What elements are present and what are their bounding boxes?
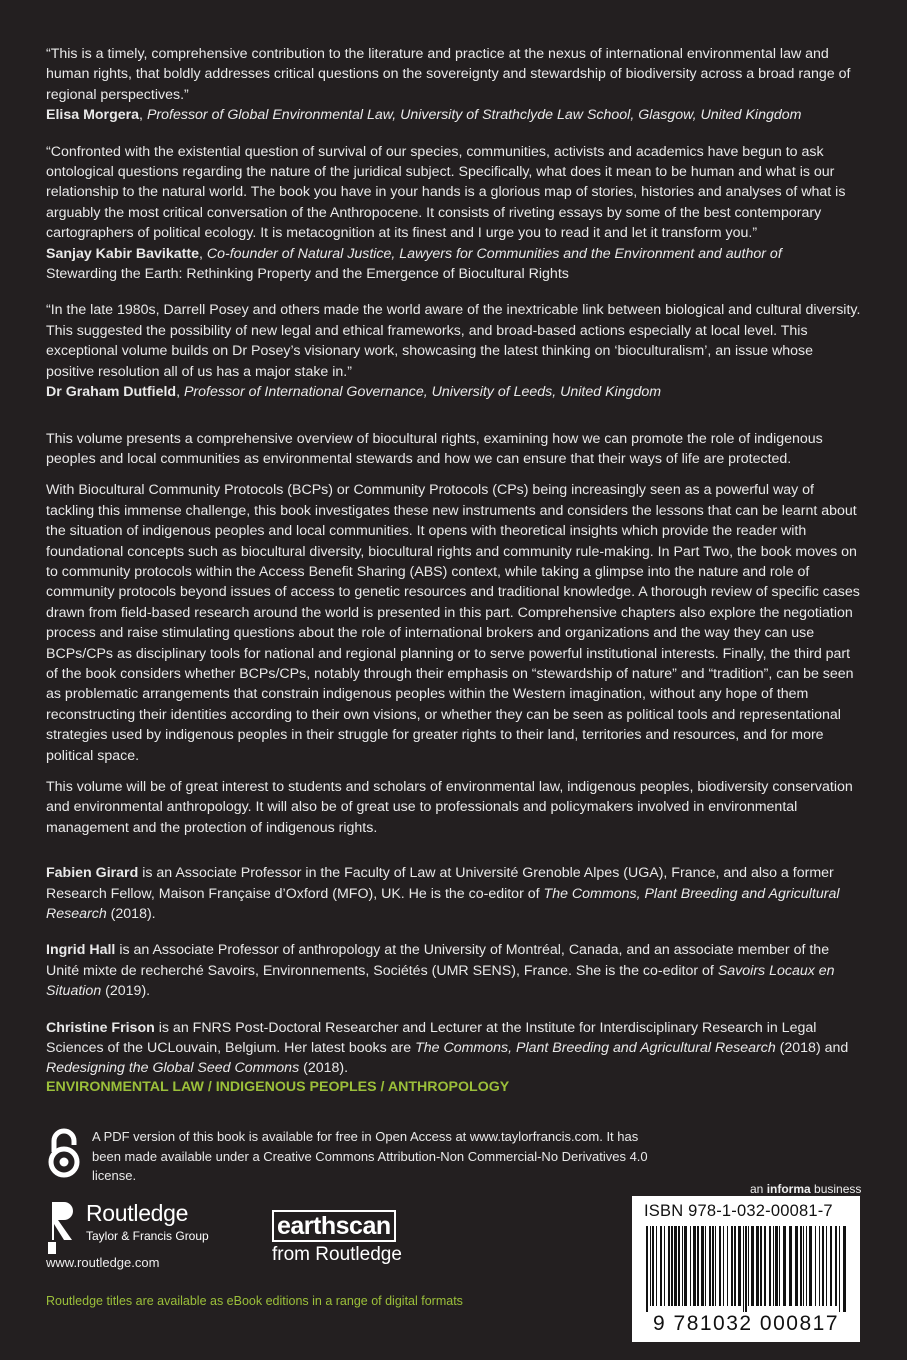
barcode-bar [756, 1226, 759, 1306]
endorsement-quote: “In the late 1980s, Darrell Posey and others made the world aware of the inextricable link between biological and cultural diversity. This suggested the possibility of new legal and ethical frameworks, and broad-based actions especially at local level. This exceptional volume builds on Dr Posey’s visionary work, showcasing the latest thinking on ‘bioculturalism’, an issue whose positive resolution all of us has a major stake in.” Dr Graham Dutfield, Professor of International Governance, University of Leeds, United Kingdom [46, 302, 861, 401]
barcode-bar [697, 1226, 699, 1306]
routledge-logo [46, 1200, 209, 1254]
endorser-role: Professor of Global Environmental Law, University of Strathclyde Law School, Glasgow, United Kingdom [146, 107, 802, 124]
barcode-bar [668, 1226, 670, 1306]
author-bio: Fabien Girard is an Associate Professor in the Faculty of Law at Université Grenoble Alpes (UGA), France, and also a former Research Fellow, Maison Française d’Oxford (MFO), UK. He is the co-editor of The Commons, Plant Breeding and Agricultural Research (2018). [46, 865, 840, 923]
barcode-bar [795, 1226, 798, 1306]
barcode-bar [671, 1226, 673, 1306]
barcode-bar [809, 1226, 812, 1306]
author-bio: Christine Frison is an FNRS Post-Doctoral Researcher and Lecturer at the Institute for Interdisciplinary Research in Legal Sciences of the UCLouvain, Belgium. Her latest books are The Commons, Plant Breeding and Agricultural Research (2018) and Redesigning the Global Seed Commons (2018). [46, 1019, 849, 1077]
barcode-bar [684, 1226, 687, 1306]
barcode-bar [738, 1226, 741, 1306]
endorsement-quote: “Confronted with the existential question of survival of our species, communities, activists and academics have begun to ask ontological questions regarding the nature of the juridical subject. Specifically, what does it mean to be human and what is our relationship to the natural world. The book you have in your hands is a glorious map of stories, histories and analyses of what is arguably the most critical conversation of the Anthropocene. It consists of riveting essays by some of the best contemporary cartographers of political ecology. It is metacognition at its finest and I urge you to read it and let it transform you.” Sanjay Kabir Bavikatte, Co-founder of Natural Justice, Lawyers for Communities and the Environment and author of Stewarding the Earth: Rethinking Property and the Emergence of Biocultural Rights [46, 143, 846, 283]
barcode-bar [656, 1226, 657, 1306]
barcode-bar [727, 1226, 728, 1306]
barcode-bar [748, 1226, 749, 1306]
earthscan-logo [272, 1210, 402, 1266]
blurb-paragraph: This volume will be of great interest to students and scholars of environmental law, indigenous peoples, biodiversity conservation and environmental anthropology. It will also be of great use to professionals and policymakers involved in environmental management and the protection of indigenous rights. [46, 779, 853, 836]
barcode-bar [709, 1226, 711, 1306]
barcode-bar [705, 1226, 706, 1306]
publisher-group: Taylor & Francis Group [86, 1229, 209, 1243]
barcode-number: 9 781032 000817 [653, 1312, 839, 1335]
barcode-bar [783, 1226, 786, 1306]
barcode-bar [715, 1226, 716, 1306]
endorser-name: Elisa Morgera [46, 107, 140, 124]
barcode-bar [822, 1226, 824, 1306]
author-name: Fabien Girard [46, 865, 139, 882]
barcode-bar [819, 1226, 820, 1306]
barcode-bar [769, 1226, 771, 1306]
barcode-image [644, 1226, 848, 1312]
back-cover-text [46, 44, 864, 1095]
barcode-bar [664, 1226, 665, 1306]
open-access-icon [46, 1127, 82, 1181]
barcode-bar [803, 1226, 804, 1306]
endorsement-quote: “This is a timely, comprehensive contribution to the literature and practice at the nexus of international environmental law and human rights, that boldly addresses critical questions on the sovereignty and stewardship of biodiversity across a broad range of regional perspectives.” Elisa Morgera, Professor of Global Environmental Law, University of Strathclyde Law School, Glasgow, United Kingdom [46, 46, 851, 124]
barcode-bar [826, 1226, 827, 1306]
barcode-bar [650, 1226, 651, 1306]
barcode-bar [731, 1226, 733, 1306]
subject-category: ENVIRONMENTAL LAW / INDIGENOUS PEOPLES / ANTHROPOLOGY [46, 1079, 510, 1095]
earthscan-wordmark: earthscan [272, 1210, 396, 1242]
endorser-role: Co-founder of Natural Justice, Lawyers for Communities and the Environment and author of [206, 245, 782, 262]
barcode-bar [743, 1226, 744, 1312]
barcode-bar [764, 1226, 766, 1306]
publisher-url: www.routledge.com [46, 1255, 160, 1270]
author-name: Christine Frison [46, 1019, 155, 1036]
barcode-bar [843, 1226, 846, 1312]
routledge-r-logo-icon [46, 1200, 76, 1254]
informa-tagline: an informa business [750, 1182, 862, 1196]
barcode-bar [839, 1226, 840, 1312]
barcode-bar [806, 1226, 807, 1306]
earthscan-subtitle: from Routledge [272, 1244, 402, 1265]
barcode-bar [723, 1226, 724, 1306]
barcode-bar [660, 1226, 662, 1306]
barcode-bar [745, 1226, 747, 1312]
publisher-name: Routledge [86, 1200, 189, 1226]
author-name: Ingrid Hall [46, 942, 116, 959]
endorser-name: Dr Graham Dutfield [46, 384, 177, 401]
barcode-bar [690, 1226, 691, 1306]
isbn-barcode-panel [632, 1196, 860, 1342]
barcode-bar [678, 1226, 680, 1306]
barcode-bar [719, 1226, 721, 1306]
isbn-label: ISBN 978-1-032-00081-7 [644, 1202, 833, 1220]
barcode-bar [701, 1226, 704, 1306]
barcode-bar [682, 1226, 683, 1306]
barcode-bar [789, 1226, 792, 1306]
barcode-bar [674, 1226, 677, 1306]
author-bio: Ingrid Hall is an Associate Professor of anthropology at the University of Montréal, Canada, and an associate member of the Unité mixte de recherché Savoirs, Environnements, Sociétés (UMR SENS), France. She is the co-editor of Savoirs Locaux en Situation (2019). [46, 942, 835, 1000]
barcode-bar [652, 1226, 654, 1306]
barcode-bar [775, 1226, 778, 1306]
ebook-notice: Routledge titles are available as eBook editions in a range of digital formats [46, 1294, 463, 1308]
blurb-paragraph: This volume presents a comprehensive overview of biocultural rights, examining how we can promote the role of indigenous peoples and local communities as environmental stewards and how we can ensure that their ways of life are protected. [46, 430, 823, 467]
barcode-bar [830, 1226, 832, 1306]
barcode-bar [712, 1226, 714, 1306]
open-access-text: A PDF version of this book is available for free in Open Access at www.taylorfrancis.com. It has been made available under a Creative Commons Attribution-Non Commercial-No Derivatives 4.0 license. [92, 1129, 648, 1183]
barcode-bar [779, 1226, 780, 1306]
endorser-role: Professor of International Governance, University of Leeds, United Kingdom [183, 384, 662, 401]
barcode-bar [815, 1226, 816, 1306]
barcode-bar [835, 1226, 837, 1306]
blurb-paragraph: With Biocultural Community Protocols (BCPs) or Community Protocols (CPs) being increasingly seen as a powerful way of tackling this immense challenge, this book investigates these new instruments and considers the lessons that can be learnt about the situation of indigenous peoples and local communities. It opens with theoretical insights which provide the reader with foundational concepts such as biocultural diversity, biocultural rights and community rule-making. In Part Two, the book moves on to community protocols within the Access Benefit Sharing (ABS) context, while taking a glimpse into the nature and role of community protocols beyond issues of access to genetic resources and traditional knowledge. A thorough review of specific cases drawn from field-based research around the world is presented in this part. Comprehensive chapters also explore the negotiation process and raise stimulating questions about the role of international brokers and organizations and the way they can use BCPs/CPs as disciplinary tools for national and regional planning or to serve powerful institutional interests. Finally, the third part of the book considers whether BCPs/CPs, notably through their emphasis on “stewardship of nature” and “tradition”, can be seen as problematic arrangements that constrain indigenous peoples within the Western imagination, without any hope of them reconstructing their identities according to their own visions, or whether they can be seen as political tools and representational strategies used by indigenous peoples in their struggle for greater rights to their land, territories and resources, and for more political space. [46, 482, 860, 764]
barcode-bar [800, 1226, 802, 1306]
open-access-notice [46, 1127, 652, 1186]
barcode-bar [646, 1226, 648, 1312]
barcode-bar [751, 1226, 754, 1306]
barcode-bar [693, 1226, 696, 1306]
barcode-bar [760, 1226, 762, 1306]
endorser-name: Sanjay Kabir Bavikatte [46, 245, 199, 262]
endorser-book: Stewarding the Earth: Rethinking Property and the Emergence of Biocultural Rights [46, 266, 569, 283]
barcode-bar [734, 1226, 736, 1306]
barcode-bar [773, 1226, 774, 1306]
